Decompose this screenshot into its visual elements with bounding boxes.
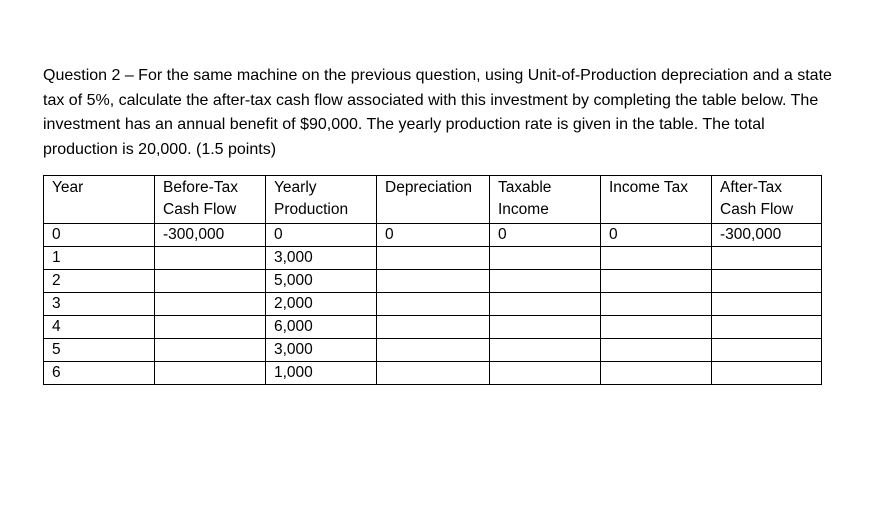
income-tax-cell	[601, 293, 712, 316]
depreciation-cell	[377, 270, 490, 293]
depreciation-cell	[377, 247, 490, 270]
header-before-tax-cash-flow: Before-Tax Cash Flow	[155, 176, 266, 224]
after-tax-cash-flow-cell	[712, 293, 822, 316]
taxable-income-cell	[490, 270, 601, 293]
depreciation-cell	[377, 316, 490, 339]
depreciation-cell	[377, 293, 490, 316]
taxable-income-cell	[490, 339, 601, 362]
cash-flow-table	[43, 175, 822, 385]
after-tax-cash-flow-cell	[712, 247, 822, 270]
year-cell: 1	[44, 247, 155, 270]
before-tax-cash-flow-cell	[155, 293, 266, 316]
income-tax-cell	[601, 270, 712, 293]
depreciation-cell	[377, 339, 490, 362]
table-row	[44, 293, 822, 316]
taxable-income-cell	[490, 316, 601, 339]
before-tax-cash-flow-cell	[155, 247, 266, 270]
income-tax-cell	[601, 316, 712, 339]
table-row	[44, 270, 822, 293]
year-cell: 3	[44, 293, 155, 316]
question-text: Question 2 – For the same machine on the previous question, using Unit-of-Production depreciation and a state tax of 5%, calculate the after-tax cash flow associated with this investment by completing the table below. The investment has an annual benefit of $90,000. The yearly production rate is given in the table. The total production is 20,000. (1.5 points)	[43, 67, 832, 158]
year-cell: 5	[44, 339, 155, 362]
income-tax-cell	[601, 247, 712, 270]
after-tax-cash-flow-cell: -300,000	[712, 224, 822, 247]
taxable-income-cell	[490, 362, 601, 385]
header-depreciation: Depreciation	[377, 176, 490, 224]
yearly-production-cell: 6,000	[266, 316, 377, 339]
before-tax-cash-flow-cell	[155, 362, 266, 385]
yearly-production-cell: 3,000	[266, 247, 377, 270]
yearly-production-cell: 0	[266, 224, 377, 247]
after-tax-cash-flow-cell	[712, 339, 822, 362]
table-row	[44, 247, 822, 270]
before-tax-cash-flow-cell: -300,000	[155, 224, 266, 247]
header-year: Year	[44, 176, 155, 224]
year-cell: 4	[44, 316, 155, 339]
before-tax-cash-flow-cell	[155, 316, 266, 339]
year-cell: 2	[44, 270, 155, 293]
table-row	[44, 224, 822, 247]
before-tax-cash-flow-cell	[155, 339, 266, 362]
table-row	[44, 362, 822, 385]
income-tax-cell	[601, 362, 712, 385]
yearly-production-cell: 2,000	[266, 293, 377, 316]
table-header-row	[44, 176, 822, 224]
income-tax-cell: 0	[601, 224, 712, 247]
after-tax-cash-flow-cell	[712, 316, 822, 339]
header-yearly-production: Yearly Production	[266, 176, 377, 224]
depreciation-cell	[377, 362, 490, 385]
yearly-production-cell: 1,000	[266, 362, 377, 385]
header-after-tax-cash-flow: After-Tax Cash Flow	[712, 176, 822, 224]
year-cell: 0	[44, 224, 155, 247]
taxable-income-cell	[490, 247, 601, 270]
taxable-income-cell: 0	[490, 224, 601, 247]
header-income-tax: Income Tax	[601, 176, 712, 224]
year-cell: 6	[44, 362, 155, 385]
yearly-production-cell: 5,000	[266, 270, 377, 293]
depreciation-cell: 0	[377, 224, 490, 247]
table-row	[44, 339, 822, 362]
taxable-income-cell	[490, 293, 601, 316]
table-row	[44, 316, 822, 339]
header-taxable-income: Taxable Income	[490, 176, 601, 224]
before-tax-cash-flow-cell	[155, 270, 266, 293]
after-tax-cash-flow-cell	[712, 270, 822, 293]
yearly-production-cell: 3,000	[266, 339, 377, 362]
after-tax-cash-flow-cell	[712, 362, 822, 385]
income-tax-cell	[601, 339, 712, 362]
